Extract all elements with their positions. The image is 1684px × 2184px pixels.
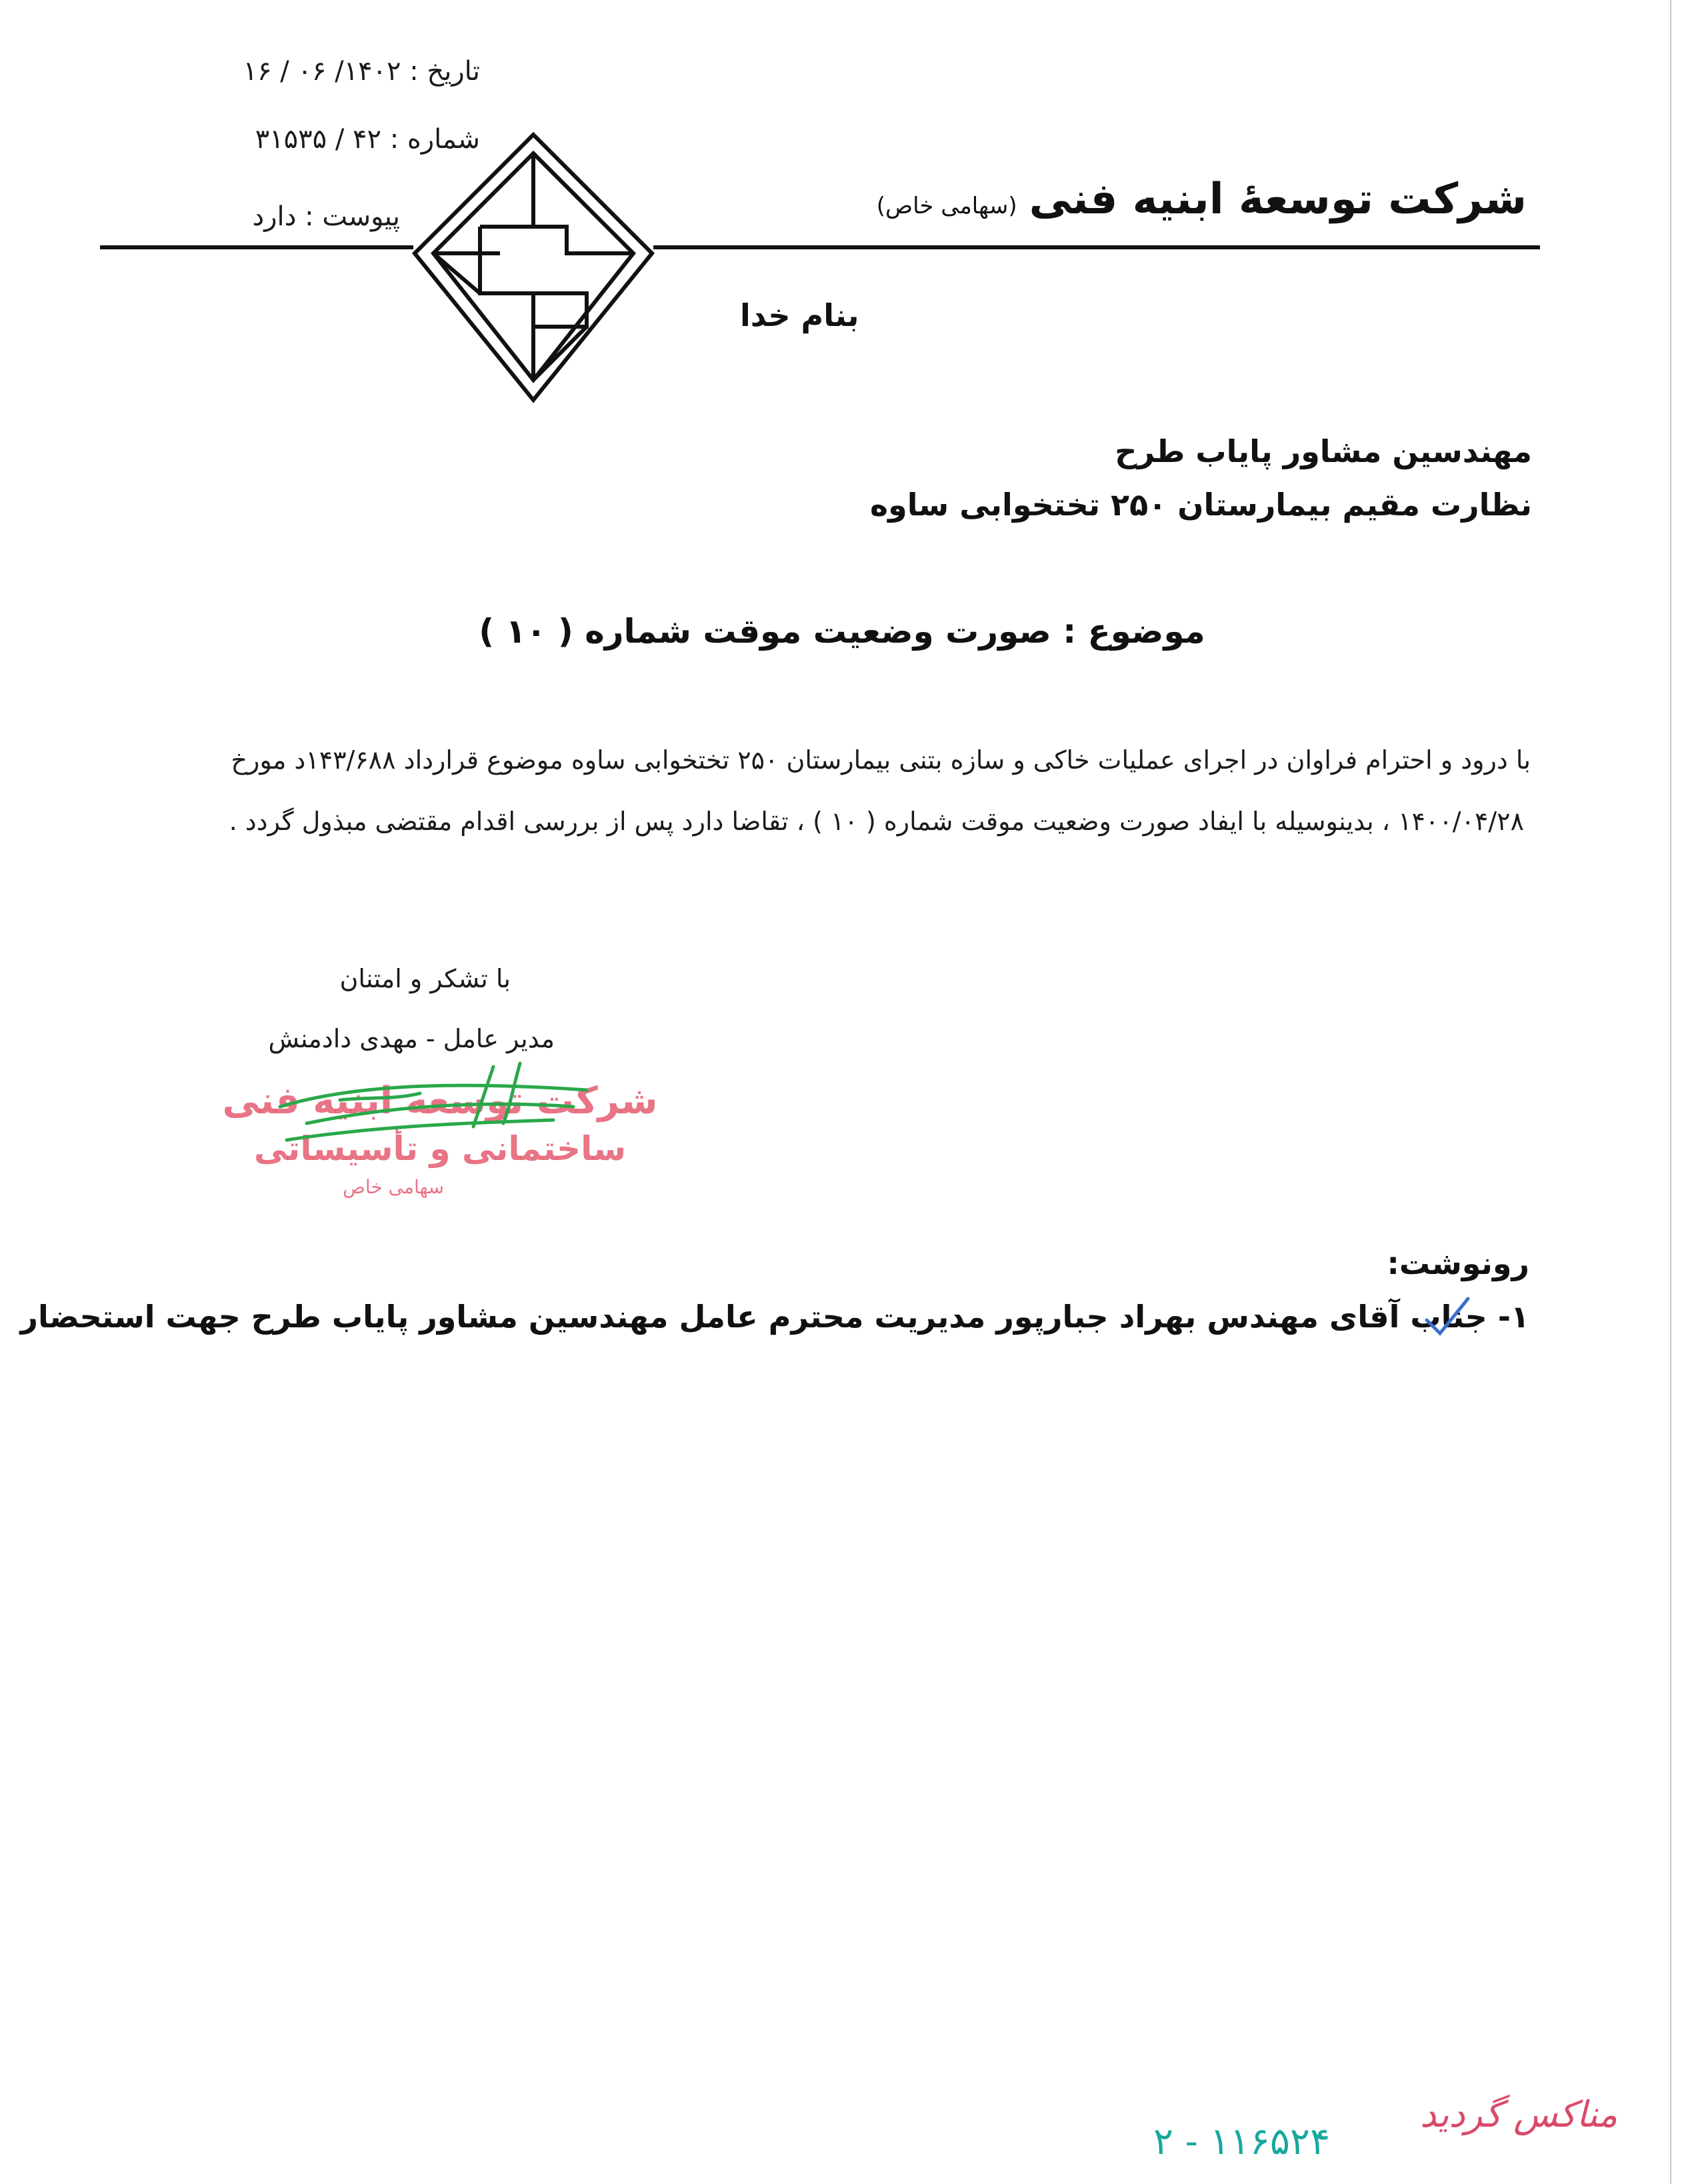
company-type: (سهامی خاص) [876,193,1017,219]
cc-title: رونوشت: [1387,1245,1529,1281]
handwritten-number: ۲ - ۱۱۶۵۲۴ [1153,2120,1331,2163]
stamp-line-3: سهامی خاص [343,1176,444,1198]
header-rule-right [653,245,1540,249]
handwritten-note: مناکس گردید [1420,2093,1618,2135]
attachment-line: پیوست : دارد [252,201,400,232]
stamp-line-1: شرکت توسعه ابنیه فنی [222,1079,658,1123]
scan-edge-line [1667,0,1675,2184]
recipient-line-2: نظارت مقیم بیمارستان ۲۵۰ تختخوابی ساوه [869,487,1532,523]
subject-line: موضوع : صورت وضعیت موقت شماره ( ۱۰ ) [479,612,1205,651]
basmala-heading: بنام خدا [740,297,859,333]
company-name: شرکت توسعهٔ ابنیه فنی [1029,175,1527,224]
closing-signer: مدیر عامل - مهدی دادمنش [268,1024,555,1053]
company-logo [407,127,660,407]
body-line-2: ۱۴۰۰/۰۴/۲۸ ، بدینوسیله با ایفاد صورت وضعیت موقت شماره ( ۱۰ ) ، تقاضا دارد پس از بررسی اقدام مقتضی مبذول گردد . [229,807,1524,836]
date-line: تاریخ : ۱۴۰۲/ ۰۶ / ۱۶ [243,56,480,87]
recipient-line-1: مهندسین مشاور پایاب طرح [1115,433,1532,469]
company-stamp [222,1060,658,1207]
cc-item-1: ۱- جناب آقای مهندس بهراد جبارپور مدیریت محترم عامل مهندسین مشاور پایاب طرح جهت استحضار [20,1299,1529,1335]
header-rule-left [100,245,413,249]
number-line: شماره : ۴۲ / ۳۱۵۳۵ [255,124,480,155]
checkmark-icon [1420,1293,1473,1340]
body-line-1: با درود و احترام فراوان در اجرای عملیات خاکی و سازه بتنی بیمارستان ۲۵۰ تختخوابی ساوه موضوع قرارداد ۱۴۳/۶۸۸د مورخ [231,745,1531,775]
stamp-line-2: ساختمانی و تأسیساتی [253,1129,627,1168]
closing-thanks: با تشکر و امتنان [339,964,511,993]
company-title [877,175,1527,224]
